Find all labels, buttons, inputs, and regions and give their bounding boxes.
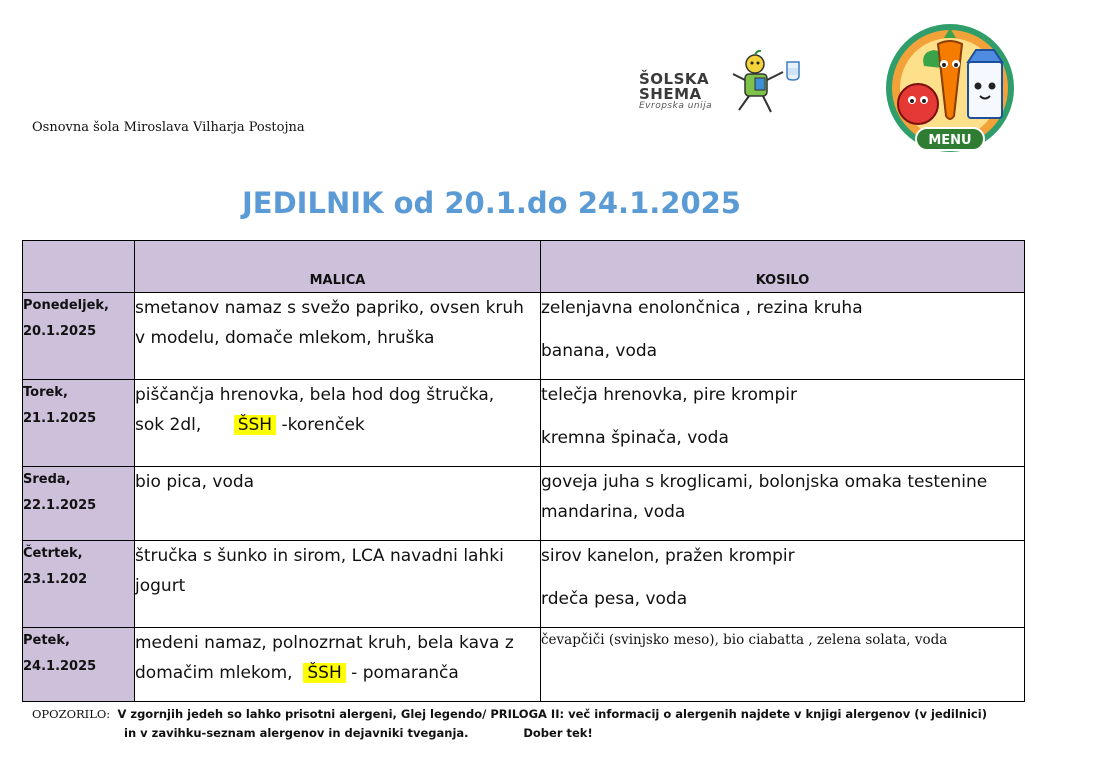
- allergen-note: [32, 705, 987, 743]
- note-closing: Dober tek!: [523, 726, 593, 740]
- table-row-wednesday: [23, 467, 1025, 541]
- malica-line: smetanov namaz s svežo papriko, ovsen kruh: [135, 298, 524, 318]
- day-name: Petek,: [23, 633, 70, 648]
- table-row-thursday: [23, 541, 1025, 628]
- malica-text: domačim mlekom,: [135, 663, 293, 683]
- menu-logo-label: MENU: [928, 133, 972, 148]
- day-name: Četrtek,: [23, 546, 83, 561]
- menu-mascot-icon: [880, 16, 1020, 166]
- kosilo-cell: [541, 467, 1025, 541]
- note-line2: in v zavihku-seznam alergenov in dejavniki tveganja.: [124, 726, 469, 740]
- menu-logo: [880, 16, 1020, 166]
- malica-line: štručka s šunko in sirom, LCA navadni lahki: [135, 546, 504, 566]
- table-header-row: [23, 241, 1025, 293]
- day-cell: [23, 541, 135, 628]
- malica-text: sok 2dl,: [135, 415, 202, 435]
- logo-shema-line3: Evropska unija: [639, 101, 713, 111]
- day-cell: [23, 467, 135, 541]
- malica-cell: [135, 467, 541, 541]
- kosilo-line: sirov kanelon, pražen krompir: [541, 546, 795, 566]
- malica-text: - pomaranča: [351, 663, 459, 683]
- kosilo-line: zelenjavna enolončnica , rezina kruha: [541, 298, 863, 318]
- day-cell: [23, 380, 135, 467]
- fruit-character-icon: [725, 50, 815, 116]
- malica-cell: [135, 380, 541, 467]
- logo-shema-line1: ŠOLSKA: [639, 70, 710, 88]
- solska-shema-logo: [637, 50, 817, 120]
- table-row-tuesday: [23, 380, 1025, 467]
- kosilo-line: goveja juha s kroglicami, bolonjska omaka testenine: [541, 472, 988, 492]
- kosilo-cell: [541, 541, 1025, 628]
- table-row-friday: [23, 628, 1025, 702]
- malica-line: bio pica, voda: [135, 472, 255, 492]
- header-day: [23, 241, 135, 293]
- malica-line: [135, 410, 540, 440]
- ssh-badge: ŠSH: [234, 415, 276, 435]
- kosilo-cell: [541, 380, 1025, 467]
- kosilo-line: telečja hrenovka, pire krompir: [541, 385, 797, 405]
- day-name: Torek,: [23, 385, 68, 400]
- day-date: 23.1.202: [23, 572, 88, 587]
- day-name: Sreda,: [23, 472, 71, 487]
- malica-line: medeni namaz, polnozrnat kruh, bela kava z: [135, 633, 514, 653]
- school-name: Osnovna šola Miroslava Vilharja Postojna: [32, 120, 305, 135]
- header-malica: MALICA: [135, 241, 541, 293]
- kosilo-line: kremna špinača, voda: [541, 428, 729, 448]
- note-line1: V zgornjih jedeh so lahko prisotni alergeni, Glej legendo/ PRILOGA II: več informacij o alergenih najdete v knjigi alergenov (v jedilnici): [117, 707, 987, 721]
- header-kosilo: KOSILO: [541, 241, 1025, 293]
- kosilo-line: rdeča pesa, voda: [541, 589, 688, 609]
- kosilo-cell: [541, 628, 1025, 702]
- kosilo-line: mandarina, voda: [541, 502, 686, 522]
- page-title: JEDILNIK od 20.1.do 24.1.2025: [242, 186, 741, 220]
- day-date: 24.1.2025: [23, 659, 97, 674]
- menu-table: [22, 240, 1025, 702]
- kosilo-line: čevapčiči (svinjsko meso), bio ciabatta , zelena solata, voda: [541, 632, 948, 648]
- malica-line: piščančja hrenovka, bela hod dog štručka,: [135, 385, 495, 405]
- day-date: 22.1.2025: [23, 498, 97, 513]
- kosilo-line: banana, voda: [541, 341, 658, 361]
- ssh-badge: ŠSH: [303, 663, 345, 683]
- malica-cell: [135, 541, 541, 628]
- malica-line: [135, 658, 540, 688]
- day-cell: [23, 293, 135, 380]
- note-label: OPOZORILO:: [32, 707, 111, 721]
- day-date: 21.1.2025: [23, 411, 97, 426]
- day-cell: [23, 628, 135, 702]
- malica-cell: [135, 628, 541, 702]
- logo-shema-line2: SHEMA: [639, 85, 702, 103]
- day-date: 20.1.2025: [23, 324, 97, 339]
- malica-line: v modelu, domače mlekom, hruška: [135, 328, 435, 348]
- kosilo-cell: [541, 293, 1025, 380]
- malica-cell: [135, 293, 541, 380]
- malica-line: jogurt: [135, 576, 186, 596]
- malica-text: -korenček: [281, 415, 365, 435]
- day-name: Ponedeljek,: [23, 298, 109, 313]
- table-row-monday: [23, 293, 1025, 380]
